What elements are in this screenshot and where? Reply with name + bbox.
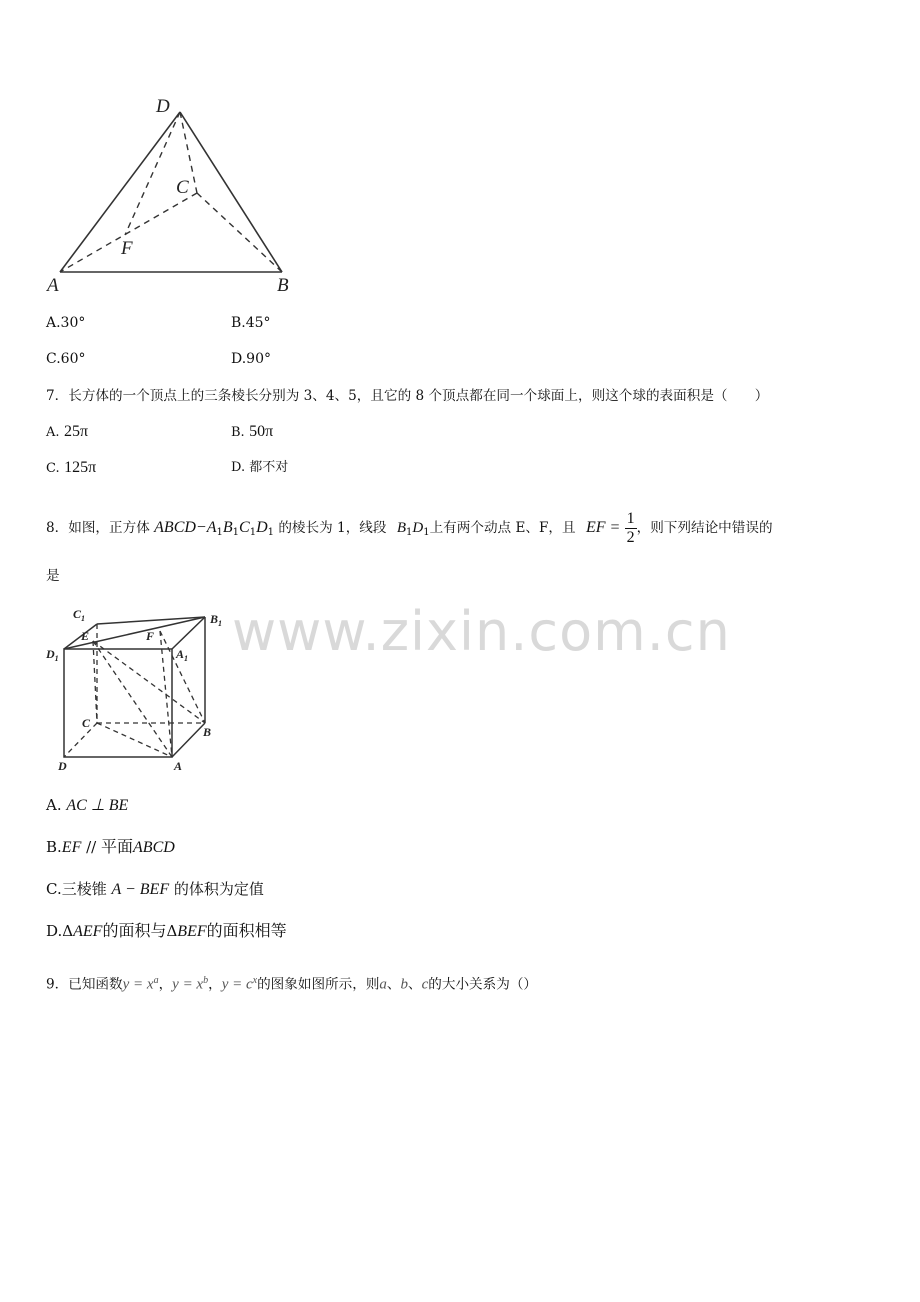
q8-number: 8．如图，正方体: [46, 520, 150, 536]
cube-label-A: A: [174, 759, 183, 773]
label-C: C: [176, 177, 189, 198]
q8-option-c-prefix: C.三棱锥: [46, 880, 107, 898]
q9-func1: y = x: [122, 976, 154, 993]
q9-dun2: 、: [408, 976, 422, 993]
q8-a1-sub: 1: [216, 527, 223, 538]
q6-option-c: C.60°: [46, 351, 86, 367]
q8-option-c-text: 的体积为定值: [169, 880, 264, 898]
q7-option-d: D. 都不对: [231, 460, 289, 475]
edge-CA: [60, 193, 197, 272]
q8-d1: D: [256, 519, 268, 536]
q8-option-b-math2: ABCD: [133, 839, 175, 856]
q9-sep1: ，: [158, 976, 173, 993]
q8-option-d-math1: AEF: [73, 923, 103, 940]
q8-option-b: [46, 837, 175, 858]
q7-option-a: [46, 422, 88, 443]
cube-label-B1: $B_1$: [210, 612, 223, 628]
q8-stem-line2: 是: [46, 568, 60, 584]
q7-option-c-value: 125π: [64, 459, 97, 476]
q8-option-a: [46, 795, 128, 816]
cube-label-E: E: [81, 629, 90, 643]
watermark: www.zixin.com.cn: [232, 600, 731, 663]
q7-option-b-value: 50π: [249, 423, 274, 440]
q8-cube-name: ABCD: [154, 519, 196, 536]
q9-func3: y = c: [221, 976, 253, 993]
cube-label-D: D: [58, 759, 67, 773]
cube-figure: [40, 600, 240, 778]
q6-option-a: A.30°: [46, 315, 86, 331]
q8-dash: −: [195, 519, 207, 536]
q8-b1-sub: 1: [232, 527, 240, 538]
q8-frac-den: 2: [626, 529, 635, 546]
q7-option-a-value: 25π: [63, 423, 89, 440]
q9-stem: [46, 968, 537, 998]
q9-dun1: 、: [386, 976, 401, 993]
q8-tail: ，则下列结论中错误的: [636, 520, 773, 536]
cube-label-A1: $A_1$: [176, 647, 189, 663]
q6-option-d: D.90°: [231, 351, 271, 367]
cube-label-F: F: [146, 629, 155, 643]
q8-d1-sub: 1: [267, 527, 275, 538]
label-A: A: [47, 275, 59, 296]
q7-option-a-prefix: A.: [46, 425, 60, 440]
q8-option-c-math: A − BEF: [111, 881, 170, 898]
cube-front-face: [64, 649, 172, 757]
q8-option-d-prefix: D.: [46, 922, 63, 940]
q9-mid: 的图象如图所示，则: [257, 976, 380, 993]
q8-option-d-text1: 的面积与: [102, 921, 167, 940]
edge-A1B1: [172, 617, 205, 649]
q8-option-b-prefix: B.: [46, 838, 62, 856]
q8-option-b-math1: EF: [61, 839, 82, 856]
q8-option-d-text2: 的面积相等: [206, 921, 287, 940]
q6-option-b: B.45°: [231, 315, 271, 331]
q8-option-c: [46, 879, 264, 900]
q7-option-c: [46, 458, 96, 479]
q8-edge-text: 的棱长为 1，线段: [278, 520, 387, 536]
q9-var-a: a: [379, 976, 387, 993]
cube-label-C1: $C_1$: [73, 607, 86, 623]
q8-c1: C: [239, 519, 250, 536]
q8-option-b-text: 平面: [101, 837, 134, 856]
q9-func2: y = x: [172, 976, 204, 993]
q8-frac-num: 1: [626, 510, 635, 527]
q7-option-b-prefix: B.: [231, 425, 245, 440]
q7-stem: 7．长方体的一个顶点上的三条棱长分别为 3、4、5，且它的 8 个顶点都在同一个球面上，则这个球的表面积是（ ）: [46, 388, 769, 404]
q9-tail: 的大小关系为（）: [428, 976, 538, 993]
segment-EB: [93, 641, 205, 723]
q8-seg-d: D: [412, 520, 424, 536]
q8-option-d: [46, 921, 287, 942]
cube-label-B: B: [203, 725, 212, 739]
q8-option-b-parallel: //: [81, 838, 101, 856]
q7-option-b: [231, 422, 273, 443]
q8-option-d-delta1: Δ: [62, 922, 74, 940]
q8-fraction: [625, 510, 637, 547]
label-D: D: [156, 96, 170, 117]
q8-seg-b-sub: 1: [405, 527, 413, 538]
segment-FA: [160, 631, 172, 757]
q8-option-a-math: AC ⊥ BE: [66, 797, 129, 814]
edge-CD: [64, 723, 97, 757]
q8-seg-d-sub: 1: [423, 527, 430, 538]
edge-DA: [60, 112, 180, 272]
q8-option-d-delta2: Δ: [166, 922, 178, 940]
q8-option-d-math2: BEF: [177, 923, 207, 940]
cube-label-C: C: [82, 716, 91, 730]
label-B: B: [277, 275, 289, 296]
q8-points-text: 上有两个动点 E、F，且: [429, 520, 576, 536]
label-F: F: [121, 238, 133, 259]
q9-func3-exp: x: [252, 975, 258, 986]
q7-option-c-prefix: C.: [46, 461, 60, 476]
q8-seg-b: B: [396, 520, 406, 536]
q9-var-b: b: [400, 976, 409, 993]
q8-stem: [46, 510, 773, 547]
q9-func2-exp: b: [203, 975, 209, 986]
q9-func1-exp: a: [153, 975, 159, 986]
q8-c1-sub: 1: [249, 527, 257, 538]
q9-sep2: ，: [208, 976, 222, 993]
edge-DB: [180, 112, 282, 272]
q9-number: 9．已知函数: [46, 976, 123, 993]
q8-option-a-prefix: A.: [46, 796, 62, 814]
cube-label-D1: $D_1$: [46, 647, 59, 663]
edge-AB: [172, 723, 205, 757]
q8-b1: B: [222, 519, 233, 536]
q9-var-c: c: [421, 976, 429, 993]
q8-ef-eq: EF =: [585, 519, 621, 536]
segment-FB: [160, 631, 205, 723]
q8-a1: A: [206, 519, 217, 536]
tetrahedron-figure: [40, 90, 310, 305]
